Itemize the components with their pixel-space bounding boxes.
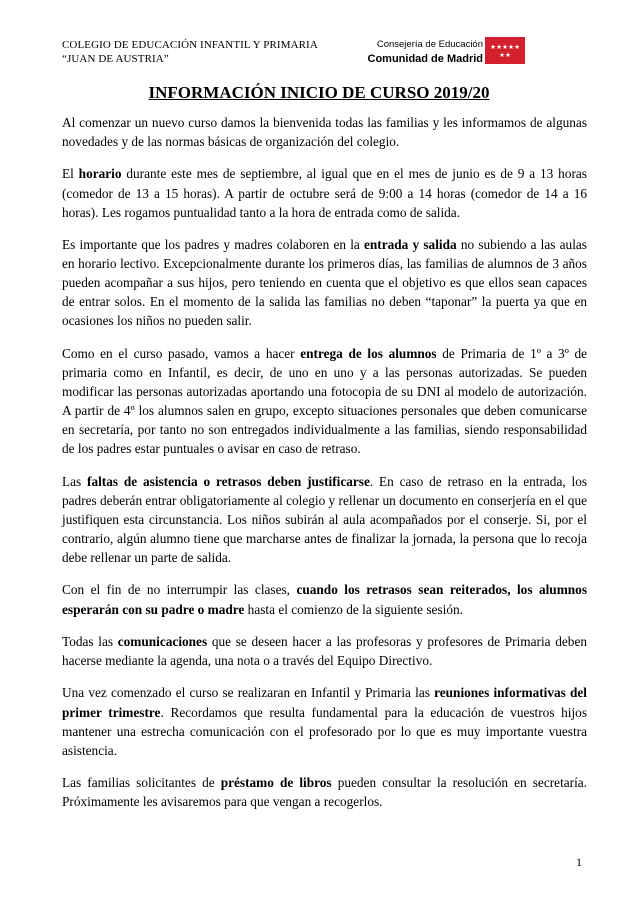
school-name-line1: COLEGIO DE EDUCACIÓN INFANTIL Y PRIMARIA bbox=[62, 39, 318, 51]
paragraph-text: . Recordamos que resulta fundamental para la educación de vuestros hijos mantener una estrecha comunicación con el profesorado por lo que es muy importante vuestra asistencia. bbox=[62, 704, 588, 758]
paragraph-text: Es importante que los padres y madres colaboren en la bbox=[62, 237, 364, 253]
paragraph-entrada-salida bbox=[62, 235, 587, 330]
paragraph-text: de Primaria de 1º a 3º de primaria como en Infantil, es decir, de uno en uno y a las personas autorizadas. Se pueden modificar las personas autorizadas aportando una fotocopia de su DNI al modelo de autorización. A partir de 4º los alumnos salen en grupo, excepto situaciones personales que deben comunicarse en secretaría, por tanto no son entregados individualmente a las familias, siendo responsabilidad de los padres estar puntuales o avisar en caso de retraso. bbox=[62, 345, 588, 457]
paragraph-text: durante este mes de septiembre, al igual que en el mes de junio es de 9 a 13 horas (comedor de 13 a 15 horas). A partir de octubre será de 9:00 a 14 horas (comedor de 14 a 16 horas). Les rogamos puntualidad tanto a la hora de entrada como de salida. bbox=[62, 166, 587, 220]
paragraph-text: hasta el comienzo de la siguiente sesión. bbox=[244, 601, 463, 617]
bold-text: reuniones informativas del primer trimestre bbox=[62, 685, 587, 720]
comunidad-de-madrid-flag-icon: ★ ★ ★ ★ ★ ★ ★ bbox=[485, 37, 525, 64]
paragraph-prestamo-libros bbox=[62, 773, 587, 811]
paragraph-comunicaciones bbox=[62, 632, 587, 670]
paragraph-reuniones bbox=[62, 683, 587, 759]
consejeria-label: Consejería de Educación bbox=[376, 39, 483, 50]
document-body bbox=[62, 113, 587, 825]
paragraph-text: Con el fin de no interrumpir las clases, bbox=[62, 582, 297, 598]
paragraph-text: Las bbox=[62, 473, 88, 489]
paragraph-text: Una vez comenzado el curso se realizaran en Infantil y Primaria las bbox=[62, 685, 435, 701]
paragraph-text: El bbox=[62, 166, 79, 182]
paragraph-horario bbox=[62, 164, 587, 221]
paragraph-text: Al comenzar un nuevo curso damos la bienvenida todas las familias y les informamos de algunas novedades y de las normas básicas de organización del colegio. bbox=[62, 115, 587, 150]
bold-text: cuando los retrasos sean reiterados, los alumnos esperarán con su padre o madre bbox=[62, 582, 587, 617]
paragraph-text: Como en el curso pasado, vamos a hacer bbox=[62, 345, 301, 361]
page-number: 1 bbox=[576, 855, 582, 869]
paragraph-text: pueden consultar la resolución en secretaría. Próximamente les avisaremos para que vengan a recogerlos. bbox=[62, 775, 588, 810]
bold-text: entrega de los alumnos bbox=[300, 345, 437, 361]
document-title: INFORMACIÓN INICIO DE CURSO 2019/20 bbox=[148, 83, 490, 102]
institution-header bbox=[341, 38, 483, 67]
school-header bbox=[62, 38, 318, 66]
bold-text: faltas de asistencia o retrasos deben justificarse bbox=[87, 473, 370, 489]
paragraph-faltas bbox=[62, 472, 587, 567]
paragraph-text: no subiendo a las aulas en horario lectivo. Excepcionalmente durante los primeros días, las familias de alumnos de 3 años pueden acompañar a sus hijos, pero teniendo en cuenta que el objetivo es que ellos sean capaces de entrar solos. En el momento de la salida las familias no deben “taponar” la puerta ya que en ocasiones los niños no pueden salir. bbox=[62, 237, 587, 329]
paragraph-text: Todas las bbox=[62, 633, 118, 649]
paragraph-entrega-alumnos bbox=[62, 344, 587, 459]
bold-text: préstamo de libros bbox=[220, 775, 332, 791]
paragraph-text: que se deseen hacer a las profesoras y profesores de Primaria deben hacerse mediante la agenda, una nota o a través del Equipo Directivo. bbox=[62, 633, 587, 669]
bold-text: horario bbox=[78, 166, 122, 182]
bold-text: comunicaciones bbox=[117, 633, 208, 649]
paragraph-text: Las familias solicitantes de bbox=[62, 775, 221, 791]
comunidad-label: Comunidad de Madrid bbox=[367, 53, 483, 65]
school-name-line2: “JUAN DE AUSTRIA” bbox=[62, 53, 169, 65]
bold-text: entrada y salida bbox=[364, 237, 457, 253]
paragraph-retrasos bbox=[62, 580, 587, 618]
paragraph-welcome bbox=[62, 113, 587, 151]
paragraph-text: . En caso de retraso en la entrada, los padres deberán entrar obligatoriamente al colegio y rellenar un documento en conserjería en el que justifiquen esta circunstancia. Los niños subirán al aula acompañados por el conserje. Si, por el contrario, algún alumno tiene que marcharse antes de finalizar la jornada, la persona que lo recoja debe rellenar un parte de salida. bbox=[62, 473, 588, 566]
